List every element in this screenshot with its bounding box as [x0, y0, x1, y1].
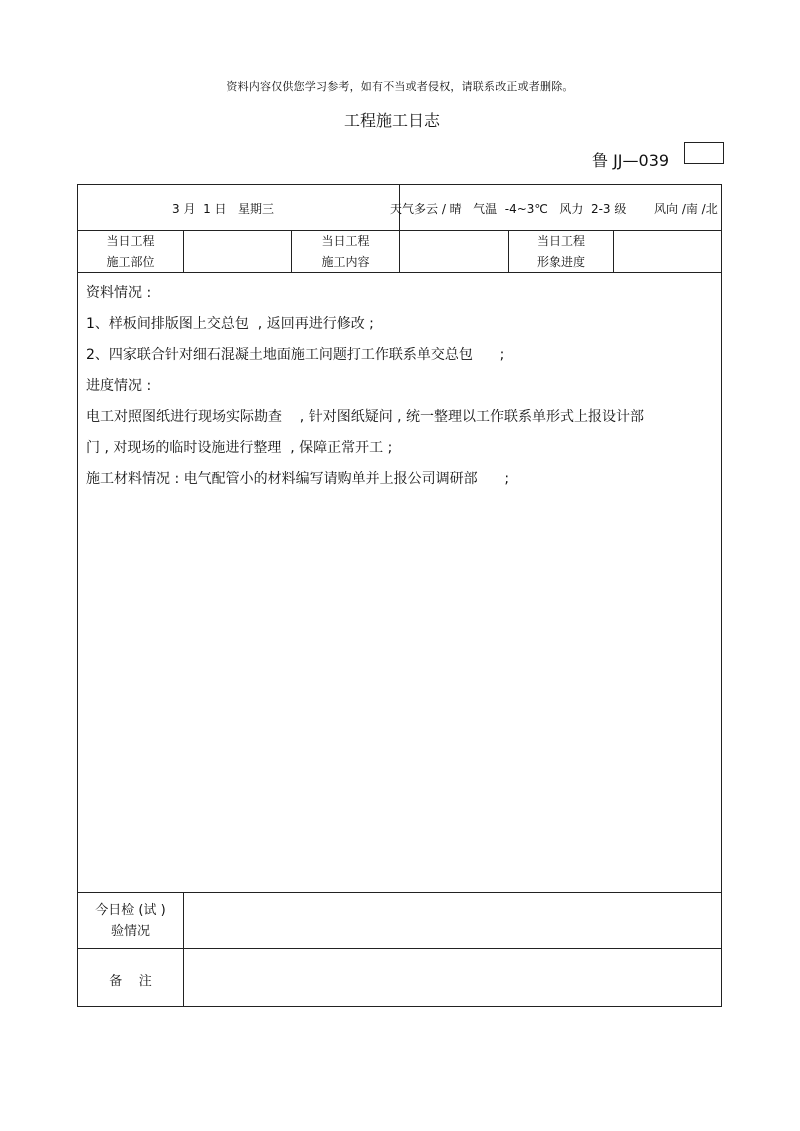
table-border-right [721, 184, 722, 1007]
wind-direction: 风向 /南 /北 [654, 202, 718, 216]
log-content [86, 278, 716, 495]
weather-info: 天气多云 / 晴 气温 -4~3℃ 风力 2-3 级 [390, 202, 627, 216]
document-code: 鲁 JJ—039 [592, 151, 670, 170]
construction-part-value [184, 231, 291, 272]
content-line: 电工对照图纸进行现场实际勘查 , 针对图纸疑问 , 统一整理以工作联系单形式上报设计部 [86, 409, 645, 425]
progress-image-label: 当日工程 形象进度 [536, 234, 585, 269]
content-line: 施工材料情况 : 电气配管小的材料编写请购单并上报公司调研部 ; [86, 471, 510, 487]
page-title: 工程施工日志 [343, 111, 440, 130]
content-line: 1、样板间排版图上交总包 , 返回再进行修改 ; [86, 316, 374, 332]
code-box [684, 142, 724, 164]
inspection-value [184, 893, 721, 948]
table-border-left [77, 184, 78, 1007]
log-date: 3 月 1 日 星期三 [172, 202, 274, 216]
content-line: 2、四家联合针对细石混凝土地面施工问题打工作联系单交总包 ; [86, 347, 505, 363]
progress-image-value [614, 231, 721, 272]
construction-part-label: 当日工程 施工部位 [106, 234, 155, 269]
content-line: 资料情况 : [86, 285, 152, 301]
content-line: 门 , 对现场的临时设施进行整理 , 保障正常开工 ; [86, 440, 393, 456]
disclaimer: 资料内容仅供您学习参考，如有不当或者侵权，请联系改正或者删除。 [226, 80, 574, 93]
inspection-label: 今日检 (试 ) 验情况 [95, 903, 166, 939]
remarks-value [184, 949, 721, 1006]
construction-content-label: 当日工程 施工内容 [321, 234, 370, 269]
content-line: 进度情况 : [86, 378, 152, 394]
table-border-bottom [77, 1006, 722, 1007]
construction-content-value [400, 231, 508, 272]
remarks-label: 备 注 [109, 974, 152, 989]
